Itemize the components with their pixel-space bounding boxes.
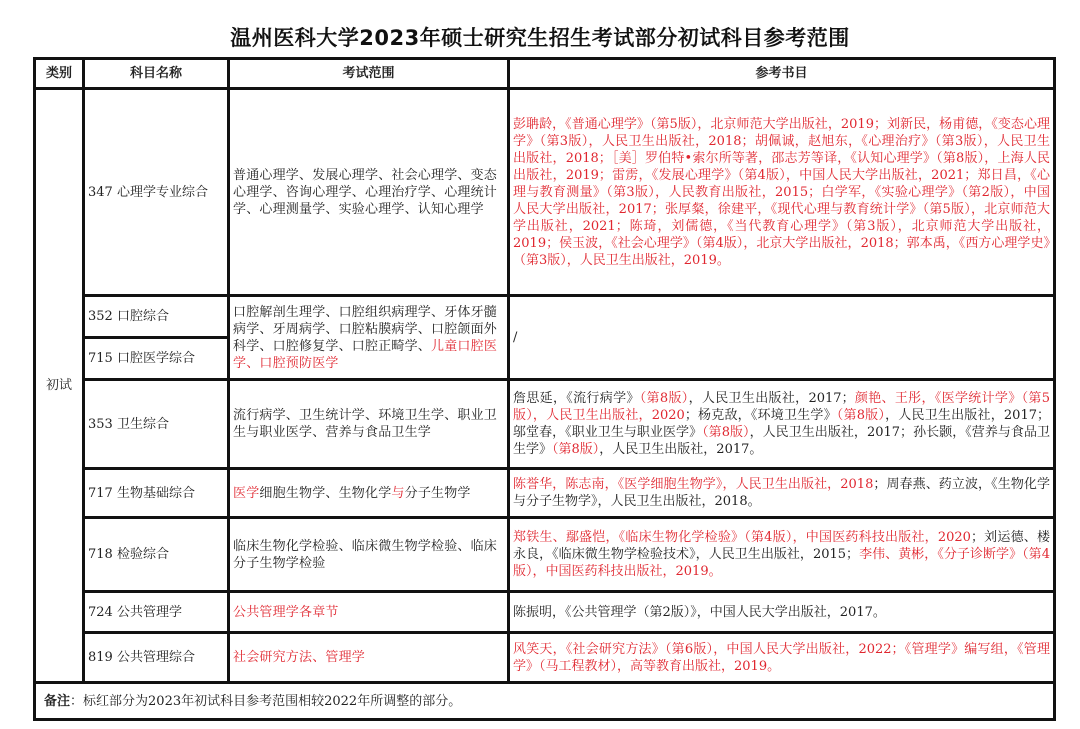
table-row bbox=[35, 469, 1055, 518]
scope-text-changed: 公共管理学各章节 bbox=[233, 604, 339, 620]
scope-text-changed: 与 bbox=[391, 485, 405, 501]
ref-text: ，人民卫生出版社，2017；孙长颢，《营养与食品卫生学》 bbox=[513, 425, 1050, 457]
note-colon: ： bbox=[70, 693, 84, 709]
header-subject-name: 科目名称 bbox=[84, 59, 229, 89]
note-label: 备注 bbox=[44, 693, 71, 709]
table-row bbox=[35, 296, 1055, 338]
ref-text: ；刘运德、楼永良，《临床微生物学检验技术》，人民卫生出版社，2015； bbox=[513, 530, 1050, 562]
ref-text: ；杨克敌，《环境卫生学》 bbox=[684, 408, 837, 423]
subject-name: 352 口腔综合 bbox=[84, 296, 229, 338]
reference-books: / bbox=[509, 296, 1055, 380]
ref-text-changed: 陈誉华，陈志南，《医学细胞生物学》，人民卫生出版社，2018 bbox=[513, 477, 874, 492]
ref-text-changed: （第8版） bbox=[639, 391, 689, 406]
table-header-row bbox=[35, 59, 1055, 89]
exam-scope bbox=[229, 89, 509, 296]
category-cell: 初试 bbox=[35, 89, 84, 683]
exam-scope bbox=[229, 592, 509, 633]
ref-text: ，人民卫生出版社，2017；邬堂春，《职业卫生与职业医学》 bbox=[513, 408, 1050, 440]
ref-text-changed: 郑铁生、鄢盛恺，《临床生物化学检验》（第4版），中国医药科技出版社，2020 bbox=[513, 530, 971, 545]
scope-text: 细胞生物学、生物化学 bbox=[259, 485, 392, 501]
subject-name: 715 口腔医学综合 bbox=[84, 338, 229, 380]
ref-text: ，人民卫生出版社，2017； bbox=[688, 391, 855, 406]
ref-text-changed: 风笑天，《社会研究方法》（第6版），中国人民大学出版社，2022；《管理学》编写组，《管理学》（马工程教材），高等教育出版社，2019。 bbox=[513, 641, 1050, 674]
exam-scope bbox=[229, 296, 509, 380]
reference-books bbox=[509, 89, 1055, 296]
exam-scope-table bbox=[33, 57, 1056, 721]
exam-scope bbox=[229, 380, 509, 469]
ref-text: ，人民卫生出版社，2017。 bbox=[599, 442, 763, 457]
page-title: 温州医科大学2023年硕士研究生招生考试部分初试科目参考范围 bbox=[230, 26, 850, 50]
scope-text: 流行病学、卫生统计学、环境卫生学、职业卫生与职业医学、营养与食品卫生学 bbox=[233, 408, 498, 440]
subject-name: 347 心理学专业综合 bbox=[84, 89, 229, 296]
ref-text: ；周春燕、药立波，《生物化学与分子生物学》，人民卫生出版社，2018。 bbox=[513, 477, 1050, 509]
subject-name: 717 生物基础综合 bbox=[84, 469, 229, 518]
scope-text: 临床生物化学检验、临床微生物学检验、临床分子生物学检验 bbox=[233, 538, 498, 571]
subject-name: 353 卫生综合 bbox=[84, 380, 229, 469]
header-reference-books: 参考书目 bbox=[509, 59, 1055, 89]
table-row bbox=[35, 380, 1055, 469]
table-row bbox=[35, 633, 1055, 683]
exam-scope bbox=[229, 518, 509, 592]
ref-text: 彭聃龄，《普通心理学》（第5版），北京师范大学出版社，2019；刘新民，杨甫德，《变态心理学》（第3版），人民卫生出版社，2018；胡佩诚，赵旭东，《心理治疗》（第3版），人民卫生出版社，2018；［美］罗伯特•索尔所等著，邵志芳等译，《认知心理学》（第8版），上海人民出版社，2019；雷雳，《发展心理学》（第4版），中国人民大学出版社，2021；郑日昌，《心理与教育测量》（第3版），人民教育出版社，2015；白学军，《实验心理学》（第2版），中国人民大学出版社，2017；张厚粲，徐建平，《现代心理与教育统计学》（第5版），北京师范大学出版社，2021；陈琦，刘儒德，《当代教育心理学》（第3版），北京师范大学出版社，2019；侯玉波，《社会心理学》（第4版），北京大学出版社，2018；郭本禹，《西方心理学史》（第3版），人民卫生出版社，2019。 bbox=[513, 116, 1050, 268]
scope-text: 普通心理学、发展心理学、社会心理学、变态心理学、咨询心理学、心理治疗学、心理统计学、心理测量学、实验心理学、认知心理学 bbox=[233, 167, 498, 217]
note-cell bbox=[35, 683, 1055, 720]
reference-books bbox=[509, 469, 1055, 518]
ref-text-changed: （第8版） bbox=[702, 425, 750, 440]
subject-name: 819 公共管理综合 bbox=[84, 633, 229, 683]
subject-name: 718 检验综合 bbox=[84, 518, 229, 592]
reference-books bbox=[509, 380, 1055, 469]
scope-text-changed: 儿童口腔医学、口腔预防医学 bbox=[233, 338, 498, 371]
header-exam-scope: 考试范围 bbox=[229, 59, 509, 89]
note-row bbox=[35, 683, 1055, 720]
exam-scope bbox=[229, 469, 509, 518]
exam-scope bbox=[229, 633, 509, 683]
scope-text: 口腔解剖生理学、口腔组织病理学、牙体牙髓病学、牙周病学、口腔粘膜病学、口腔颌面外科学、口腔修复学、口腔正畸学、 bbox=[233, 304, 498, 354]
reference-books bbox=[509, 518, 1055, 592]
ref-text-changed: 李伟、黄彬，《分子诊断学》（第4版），中国医药科技出版社，2019。 bbox=[513, 547, 1050, 579]
table-row bbox=[35, 89, 1055, 296]
ref-text-changed: （第8版） bbox=[836, 408, 886, 423]
ref-text: 詹思延，《流行病学》 bbox=[513, 391, 640, 406]
note-text: 标红部分为2023年初试科目参考范围相较2022年所调整的部分。 bbox=[83, 693, 462, 709]
ref-text-changed: （第8版） bbox=[552, 442, 600, 457]
reference-books bbox=[509, 592, 1055, 633]
scope-text-changed: 医学 bbox=[233, 485, 260, 501]
ref-text-changed: 颜艳、王彤，《医学统计学》（第5版），人民卫生出版社，2020 bbox=[513, 391, 1050, 423]
subject-name: 724 公共管理学 bbox=[84, 592, 229, 633]
scope-text-changed: 社会研究方法、管理学 bbox=[233, 650, 366, 665]
ref-text: 陈振明，《公共管理学（第2版）》，中国人民大学出版社，2017。 bbox=[513, 604, 886, 620]
reference-books bbox=[509, 633, 1055, 683]
header-category: 类别 bbox=[35, 59, 84, 89]
table-row bbox=[35, 592, 1055, 633]
table-row bbox=[35, 518, 1055, 592]
scope-text: 分子生物学 bbox=[404, 485, 471, 501]
